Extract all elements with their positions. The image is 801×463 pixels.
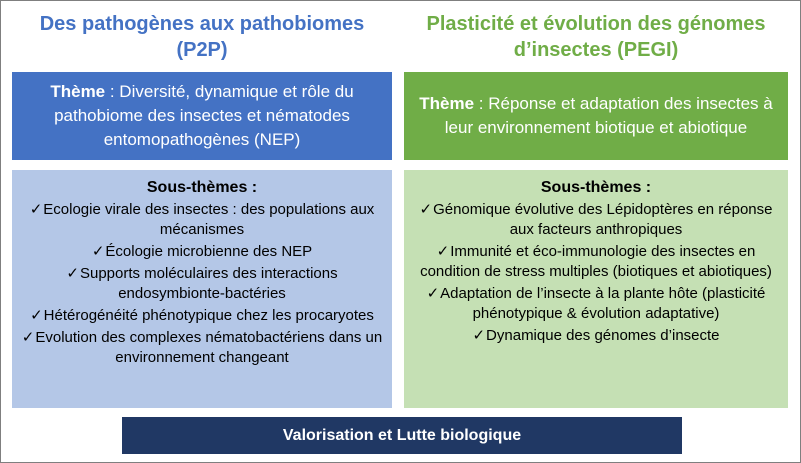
theme-label: Thème (419, 94, 475, 113)
valorisation-label: Valorisation et Lutte biologique (282, 426, 522, 444)
subtheme-text: Immunité et éco-immunologie des insectes en condition de stress multiples (biotiques et abiotiques) (420, 243, 772, 280)
theme-label: Thème (50, 82, 106, 101)
check-icon: ✓ (21, 329, 35, 346)
team-title-p2p-line2: (P2P) (176, 39, 228, 61)
check-icon: ✓ (472, 327, 486, 344)
subtheme-text: Génomique évolutive des Lépidoptères en réponse aux facteurs anthropiques (433, 201, 773, 238)
subtheme-item (412, 242, 780, 282)
theme-box-p2p (12, 72, 392, 160)
subtheme-text: Evolution des complexes nématobactériens dans un environnement changeant (35, 329, 383, 366)
team-title-p2p-line1: Des pathogènes aux pathobiomes (39, 13, 365, 35)
check-icon: ✓ (91, 243, 105, 260)
team-title-pegi (404, 8, 788, 66)
subtheme-text: Adaptation de l’insecte à la plante hôte (plasticité phénotypique & évolution adaptative) (440, 285, 766, 322)
check-icon: ✓ (419, 201, 433, 218)
subtheme-text: Écologie microbienne des NEP (105, 243, 313, 260)
theme-box-pegi (404, 72, 788, 160)
subtheme-item (20, 306, 384, 326)
check-icon: ✓ (66, 265, 79, 282)
check-icon: ✓ (436, 243, 450, 260)
subtheme-item (412, 200, 780, 240)
theme-description: : Diversité, dynamique et rôle du pathobiome des insectes et nématodes entomopathogènes (NEP) (54, 82, 354, 149)
check-icon: ✓ (30, 307, 43, 324)
subtheme-item (20, 242, 384, 262)
subtheme-text: Dynamique des génomes d’insecte (486, 327, 720, 344)
subthemes-box-pegi (404, 170, 788, 408)
theme-description: : Réponse et adaptation des insectes à leur environnement biotique et abiotique (444, 94, 773, 137)
check-icon: ✓ (426, 285, 440, 302)
subthemes-box-p2p (12, 170, 392, 408)
subtheme-text: Ecologie virale des insectes : des populations aux mécanismes (43, 201, 375, 238)
team-title-pegi-line2: d’insectes (PEGI) (513, 39, 679, 61)
subtheme-item (20, 328, 384, 368)
valorisation-bar (122, 417, 682, 454)
check-icon: ✓ (29, 201, 43, 218)
subtheme-item (20, 200, 384, 240)
subtheme-item (412, 326, 780, 346)
team-title-p2p (12, 8, 392, 66)
subtheme-item (20, 264, 384, 304)
subthemes-heading: Sous-thèmes : (146, 179, 258, 196)
subtheme-text: Hétérogénéité phénotypique chez les procaryotes (43, 307, 374, 324)
subtheme-text: Supports moléculaires des interactions endosymbionte-bactéries (79, 265, 338, 302)
theme-text-p2p (24, 80, 380, 152)
team-title-pegi-line1: Plasticité et évolution des génomes (426, 13, 766, 35)
subtheme-item (412, 284, 780, 324)
subthemes-heading: Sous-thèmes : (540, 179, 652, 196)
theme-text-pegi (416, 92, 776, 140)
